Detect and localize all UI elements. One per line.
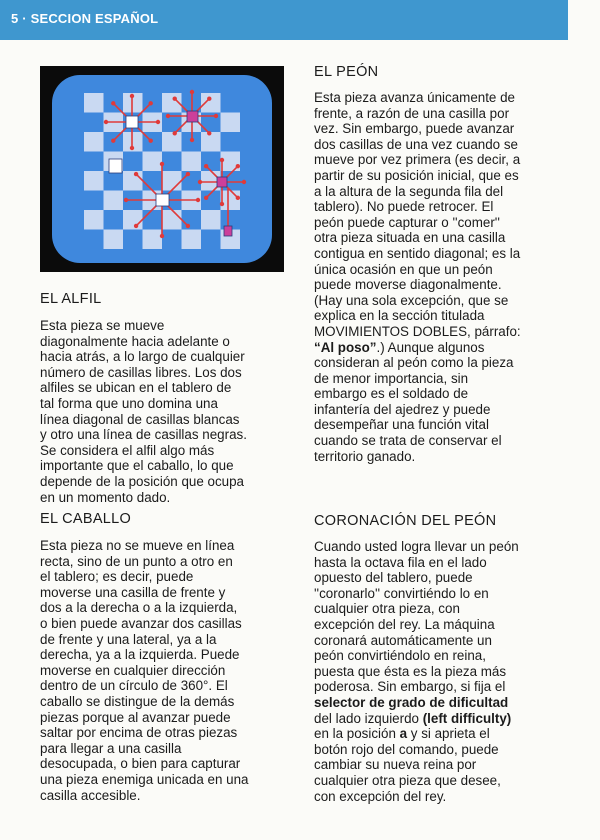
board-square — [84, 93, 104, 113]
rook-piece — [109, 159, 122, 173]
arrow-head — [111, 101, 115, 105]
text-line: puesta que ésta es la pieza más — [314, 663, 507, 679]
arrow-head — [198, 180, 202, 184]
arrow-head — [204, 196, 208, 200]
text-line: casilla accesible. — [40, 787, 141, 803]
text-line: dentro de un círculo de 360°. El — [40, 678, 228, 694]
dark-bishop-piece — [217, 177, 227, 187]
arrow-head — [196, 198, 200, 202]
arrow-head — [104, 120, 108, 124]
text-line: cualquier otra pieza, con — [314, 601, 460, 617]
text-line: o bien puede avanzar dos casillas — [40, 615, 242, 631]
text-fragment: en la posición — [314, 726, 400, 742]
text-line: recta, sino de un punto a otro en — [40, 553, 233, 569]
bold-left-difficulty: (left difficulty) — [422, 710, 512, 726]
arrow-head — [130, 146, 134, 150]
board-square — [182, 230, 202, 250]
text-line: importante que el caballo, lo que — [40, 458, 234, 474]
text-line: infantería del ajedrez y puede — [314, 401, 491, 417]
alfil-heading: EL ALFIL — [40, 291, 102, 307]
text-line: de frente y una lateral, ya a la — [40, 631, 217, 647]
text-line: moverse en cualquier dirección — [40, 662, 226, 678]
board-square — [84, 210, 104, 230]
text-line: consideran al peón como la pieza — [314, 355, 514, 371]
board-square — [104, 230, 124, 250]
text-line: en un momento dado. — [40, 489, 171, 505]
text-line: Esta pieza avanza únicamente de — [314, 90, 515, 105]
arrow-head — [130, 94, 134, 98]
text-line-mixed — [314, 711, 519, 727]
text-line: embargo es el soldado de — [314, 386, 469, 402]
text-line: línea diagonal de casillas blancas — [40, 411, 240, 427]
text-line: coronará automáticamente un — [314, 632, 492, 648]
text-line: desocupada, o bien para capturar — [40, 756, 241, 772]
text-line: poderosa. Sin embargo, si fija el — [314, 679, 506, 695]
arrow-head — [166, 114, 170, 118]
peon-heading: EL PEÓN — [314, 64, 379, 80]
text-line: el tablero; es decir, puede — [40, 569, 194, 585]
text-line: excepción del rey. La máquina — [314, 616, 495, 632]
board-square — [182, 152, 202, 172]
text-line: diagonalmente hacia adelante o — [40, 333, 230, 349]
text-line: Cuando usted logra llevar un peón — [314, 539, 519, 554]
text-line: peón convirtiéndolo en reina, — [314, 648, 486, 664]
text-fragment: y si aprieta el — [407, 726, 490, 742]
arrow-head — [156, 120, 160, 124]
text-line: Esta pieza se mueve — [40, 318, 165, 333]
bold-position-a: a — [399, 726, 408, 742]
board-square — [221, 191, 241, 211]
text-line: hacia atrás, a lo largo de cualquier — [40, 349, 245, 365]
text-line: piezas porque al avanzar puede — [40, 709, 231, 725]
text-line: tal forma que uno domina una — [40, 395, 218, 411]
pawn-piece — [224, 226, 232, 236]
arrow-head — [190, 90, 194, 94]
arrow-head — [124, 198, 128, 202]
arrow-head — [220, 158, 224, 162]
arrow-head — [186, 224, 190, 228]
arrow-head — [207, 131, 211, 135]
text-line: única ocasión en que un peón — [314, 261, 493, 277]
text-line: otra pieza situada en una casilla — [314, 230, 506, 246]
board-square — [201, 93, 221, 113]
text-line: botón rojo del comando, puede — [314, 741, 499, 757]
coronacion-paragraph — [314, 539, 519, 804]
arrow-head — [207, 97, 211, 101]
text-line: frente, a razón de una casilla por — [314, 105, 510, 121]
text-line: ''coronarlo'' convirtiéndo lo en — [314, 585, 489, 601]
text-line-mixed — [314, 340, 521, 356]
text-line: desempeñar una función vital — [314, 417, 489, 433]
arrow-head — [186, 172, 190, 176]
board-square — [162, 210, 182, 230]
text-line: territorio ganado. — [314, 448, 416, 464]
board-square — [84, 171, 104, 191]
arrow-head — [160, 234, 164, 238]
text-line: peón puede capturar o ''comer'' — [314, 214, 500, 230]
text-line-mixed — [314, 726, 519, 742]
text-line: para llegar a una casilla — [40, 740, 182, 756]
text-line: de menor importancia, sin — [314, 370, 469, 386]
arrow-head — [214, 114, 218, 118]
arrow-head — [220, 202, 224, 206]
text-line: puede moverse diagonalmente. — [314, 277, 502, 293]
arrow-head — [134, 224, 138, 228]
board-square — [84, 132, 104, 152]
caballo-heading: EL CABALLO — [40, 511, 132, 527]
chessboard-screen-image — [40, 66, 284, 272]
text-line: y otro una línea de casillas negras. — [40, 427, 247, 443]
arrow-head — [242, 180, 246, 184]
bold-phrase-al-poso: “Al poso” — [314, 339, 377, 355]
bold-line-selector: selector de grado de dificultad — [314, 694, 509, 710]
text-line: partir de su posición inicial, que es — [314, 167, 519, 183]
text-line: Esta pieza no se mueve en línea — [40, 538, 235, 553]
text-line: con excepción del rey. — [314, 788, 447, 804]
arrow-head — [236, 164, 240, 168]
arrow-head — [149, 101, 153, 105]
tv-screen-illustration — [40, 66, 284, 272]
text-line: a la altura de la segunda fila del — [314, 183, 504, 199]
arrow-head — [190, 138, 194, 142]
alfil-paragraph — [40, 318, 247, 505]
arrow-head — [204, 164, 208, 168]
arrow-head — [149, 139, 153, 143]
board-square — [162, 132, 182, 152]
coronacion-heading: CORONACIÓN DEL PEÓN — [314, 513, 497, 529]
section-header-title: 5 · SECCION ESPAÑOL — [11, 11, 159, 26]
peon-paragraph — [314, 90, 521, 464]
text-line: mueve por vez primera (es decir, a — [314, 152, 521, 168]
text-line: (Hay una sola excepción, que se — [314, 292, 509, 308]
text-line: tablero). No puede retrocer. El — [314, 199, 494, 215]
text-line: Se considera el alfil algo más — [40, 442, 215, 458]
arrow-head — [173, 97, 177, 101]
text-line: una pieza enemiga unicada en una — [40, 771, 249, 787]
text-line: caballo se distingue de la demás — [40, 693, 235, 709]
board-square — [162, 171, 182, 191]
text-line: hasta la octava fila en el lado — [314, 554, 487, 570]
text-fragment: del lado izquierdo — [314, 710, 423, 726]
text-line: opuesto del tablero, puede — [314, 570, 473, 586]
text-line: alfiles se ubican en el tablero de — [40, 380, 232, 396]
text-line: saltar por encima de otras piezas — [40, 725, 238, 741]
text-line: cualquier otra pieza que desee, — [314, 772, 501, 788]
text-line: contigua en sentido diagonal; es la — [314, 245, 521, 261]
arrow-head — [236, 196, 240, 200]
board-square — [143, 152, 163, 172]
text-fragment: .) Aunque algunos — [376, 339, 485, 355]
text-line: dos casillas de una vez cuando se — [314, 136, 518, 152]
caballo-paragraph — [40, 538, 248, 803]
section-header-bar — [0, 0, 568, 40]
text-line: cambiar su nueva reina por — [314, 757, 477, 773]
text-line: explica en la sección titulada — [314, 308, 485, 324]
board-square — [201, 210, 221, 230]
board-square — [201, 132, 221, 152]
board-square — [123, 210, 143, 230]
queen-piece — [187, 111, 198, 122]
arrow-head — [173, 131, 177, 135]
text-line: MOVIMIENTOS DOBLES, párrafo: — [314, 323, 521, 339]
board-square — [143, 230, 163, 250]
text-line: derecha, ya a la izquierda. Puede — [40, 647, 240, 663]
text-line: depende de la posición que ocupa — [40, 473, 245, 489]
text-line: vez. Sin embargo, puede avanzar — [314, 121, 515, 137]
board-square — [123, 171, 143, 191]
text-line: dos a la derecha o a la izquierda, — [40, 600, 238, 616]
king-piece — [126, 116, 138, 128]
arrow-head — [111, 139, 115, 143]
arrow-head — [160, 162, 164, 166]
text-line: número de casillas libres. Los dos — [40, 364, 242, 380]
text-line: cuando se trata de conservar el — [314, 433, 502, 449]
board-square — [221, 113, 241, 133]
board-square — [104, 191, 124, 211]
text-line: moverse una casilla de frente y — [40, 584, 226, 600]
bishop-piece — [156, 194, 169, 206]
arrow-head — [134, 172, 138, 176]
